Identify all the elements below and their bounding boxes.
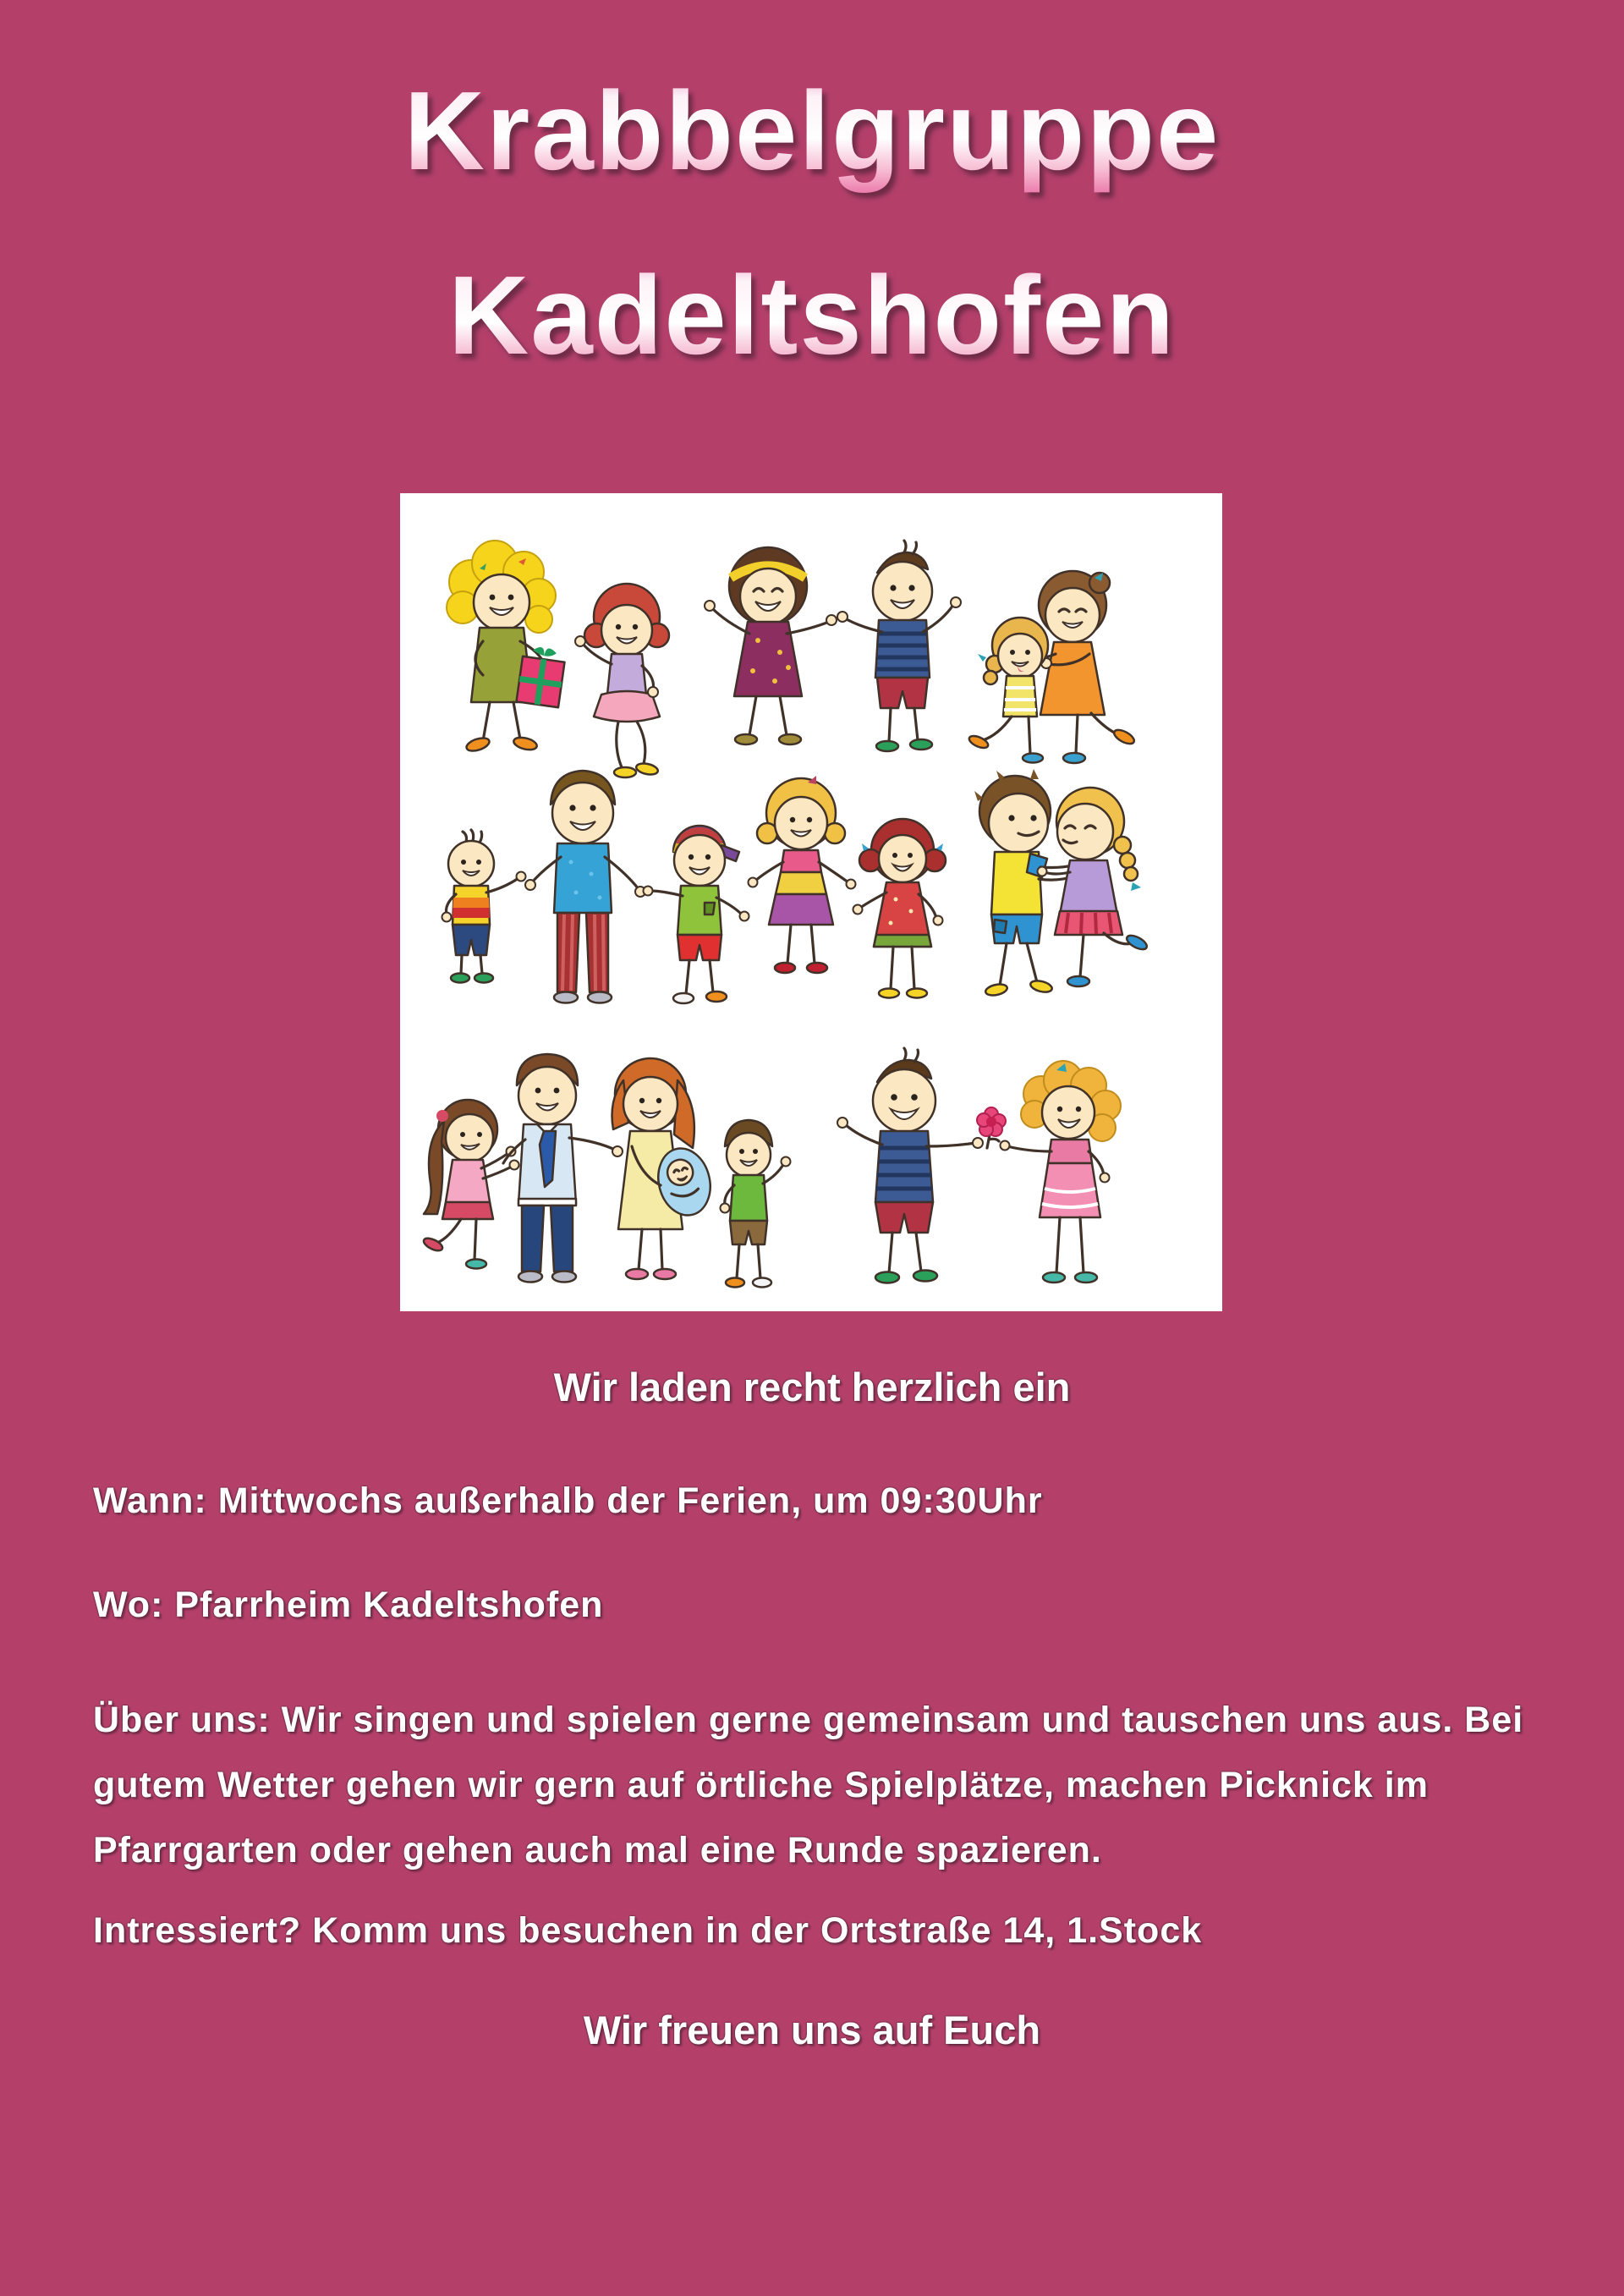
children-clipart bbox=[400, 493, 1222, 1311]
closing-line: Wir freuen uns auf Euch bbox=[583, 2008, 1041, 2052]
invite-heading: Wir laden recht herzlich ein bbox=[553, 1365, 1071, 1409]
interest-line: Intressiert? Komm uns besuchen in der Ortstraße 14, 1.Stock bbox=[93, 1910, 1203, 1951]
detail-wo: Wo: Pfarrheim Kadeltshofen bbox=[93, 1585, 604, 1625]
poster-title-line2: Kadeltshofen bbox=[0, 244, 1624, 387]
detail-wann: Wann: Mittwochs außerhalb der Ferien, um 09:30Uhr bbox=[93, 1480, 1043, 1521]
about-line-2: gutem Wetter gehen wir gern auf örtliche Spielplätze, machen Picknick im bbox=[93, 1765, 1429, 1805]
about-line-3: Pfarrgarten oder gehen auch mal eine Runde spazieren. bbox=[93, 1830, 1102, 1870]
poster-title-line1: Krabbelgruppe bbox=[0, 59, 1624, 203]
about-paragraph bbox=[93, 1688, 1582, 1883]
children-clipart-panel bbox=[400, 493, 1222, 1311]
about-line-1: Über uns: Wir singen und spielen gerne gemeinsam und tauschen uns aus. Bei bbox=[93, 1700, 1524, 1740]
